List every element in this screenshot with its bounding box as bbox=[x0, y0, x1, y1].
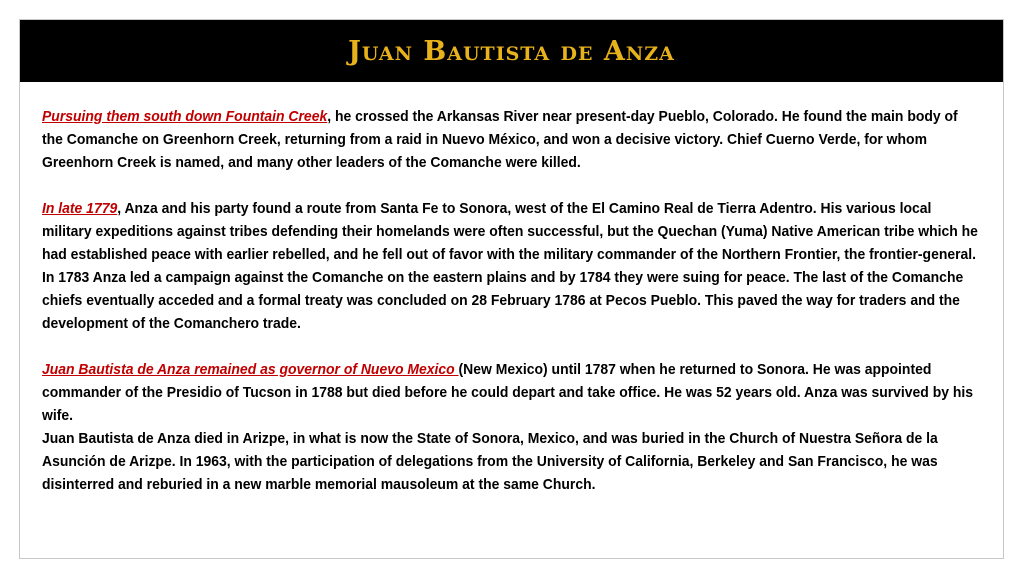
paragraph-late-1779 bbox=[42, 197, 981, 335]
link-late-1779[interactable]: In late 1779 bbox=[42, 200, 118, 217]
title-bar bbox=[20, 20, 1003, 82]
slide bbox=[19, 19, 1004, 559]
link-fountain-creek[interactable]: Pursuing them south down Fountain Creek bbox=[42, 108, 328, 125]
paragraph-text: (New Mexico) until 1787 when he returned to Sonora. He was appointed commander of the Presidio of Tucson in 1788 but died before he could depart and take office. He was 52 years old. Anza was survived by his wife. bbox=[42, 361, 974, 424]
link-governor-nuevo-mexico[interactable]: Juan Bautista de Anza remained as governor of Nuevo Mexico bbox=[42, 361, 459, 378]
paragraph-text: , he crossed the Arkansas River near present-day Pueblo, Colorado. He found the main body of the Comanche on Greenhorn Creek, returning from a raid in Nuevo México, and won a decisive victory. Chief Cuerno Verde, for whom Greenhorn Creek is named, and many other leaders of the Comanche were killed. bbox=[42, 108, 958, 171]
paragraph-spacer bbox=[42, 335, 981, 358]
paragraph-spacer bbox=[42, 174, 981, 197]
paragraph-death-arizpe bbox=[42, 427, 981, 496]
page-title: Juan Bautista de Anza bbox=[348, 35, 675, 67]
paragraph-fountain-creek bbox=[42, 105, 981, 174]
paragraph-text: Juan Bautista de Anza died in Arizpe, in what is now the State of Sonora, Mexico, and was buried in the Church of Nuestra Señora de la Asunción de Arizpe. In 1963, with the participation of delegations from the University of California, Berkeley and San Francisco, he was disinterred and reburied in a new marble memorial mausoleum at the same Church. bbox=[42, 430, 938, 493]
slide-body bbox=[42, 105, 981, 496]
paragraph-governor bbox=[42, 358, 981, 427]
paragraph-text: , Anza and his party found a route from Santa Fe to Sonora, west of the El Camino Real de Tierra Adentro. His various local military expeditions against tribes defending their homelands were often successful, but the Quechan (Yuma) Native American tribe which he had established peace with earlier rebelled, and he fell out of favor with the military commander of the Northern Frontier, the frontier-general. In 1783 Anza led a campaign against the Comanche on the eastern plains and by 1784 they were suing for peace. The last of the Comanche chiefs eventually acceded and a formal treaty was concluded on 28 February 1786 at Pecos Pueblo. This paved the way for traders and the development of the Comanchero trade. bbox=[42, 200, 978, 332]
